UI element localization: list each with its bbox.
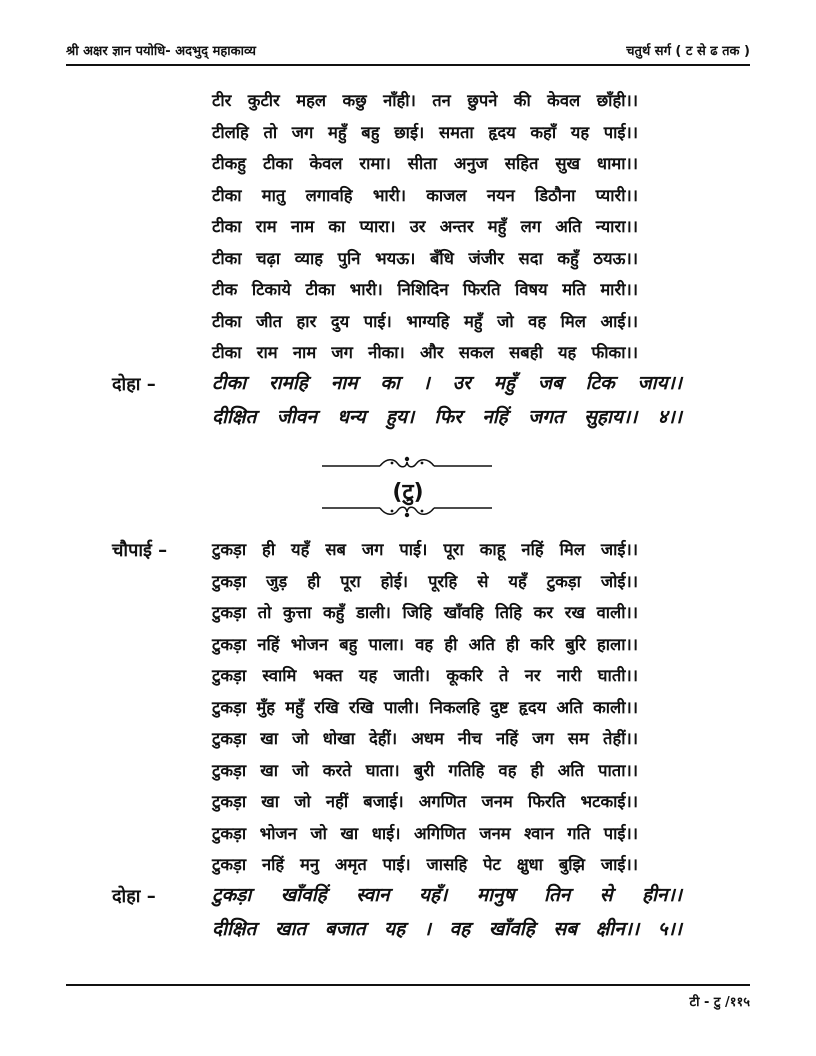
verse-line: टीका राम नाम जग नीका। और सकल सबही यह फीका।। <box>212 343 638 362</box>
verse-line: टीका जीत हार दुय पाई। भाग्यहि महुँ जो वह मिल आई।। <box>212 311 638 331</box>
page-reference: टी - टु /११५ <box>689 995 750 1010</box>
doha-line: टुकड़ा खाँवहिं स्वान यहँ। मानुष तिन से हीन।। <box>212 884 682 906</box>
verse-line: टुकड़ा खा जो नहीं बजाई। अगणित जनम फिरति भटकाई।। <box>212 792 638 811</box>
verse-line: टुकड़ा खा जो करते घाता। बुरी गतिहि वह ही अति पाता।। <box>212 760 638 780</box>
verse-line: टीर कुटीर महल कछु नाँही। तन छुपने की केवल छाँही।। <box>212 91 638 110</box>
verse-line: टीका राम नाम का प्यारा। उर अन्तर महुँ लग अति न्यारा।। <box>212 217 638 236</box>
verse-line: टुकड़ा ही यहँ सब जग पाई। पूरा काहू नहिं मिल जाई।। <box>212 540 638 559</box>
verse-line: टीक टिकाये टीका भारी। निशिदिन फिरति विषय मति मारी।। <box>212 280 638 299</box>
book-title: श्री अक्षर ज्ञान पयोधि- अदभुद् महाकाव्य <box>66 44 256 59</box>
verse-line: टुकड़ा भोजन जो खा धाई। अगिणित जनम श्वान गति पाई।। <box>212 823 638 843</box>
verse-block-2 <box>212 534 638 881</box>
verse-line: टीका चढ़ा व्याह पुनि भयऊ। बँधि जंजीर सदा कहुँ ठयऊ।। <box>212 248 638 268</box>
verse-line: टुकड़ा स्वामि भक्त यह जाती। कूकरि ते नर नारी घाती।। <box>212 666 638 685</box>
doha-line: दीक्षित जीवन धन्य हुय। फिर नहिं जगत सुहाय।। ४।। <box>212 406 682 428</box>
verse-block-1 <box>212 85 638 369</box>
chapter-title: चतुर्थ सर्ग ( ट से ढ तक ) <box>626 44 750 59</box>
doha-line: टीका रामहि नाम का । उर महुँ जब टिक जाय।। <box>212 372 682 394</box>
verse-line: टीका मातु लगावहि भारी। काजल नयन डिठौना प्यारी।। <box>212 185 638 205</box>
doha-label: दोहा – <box>112 886 156 907</box>
footer-divider <box>66 984 750 986</box>
verse-line: टुकड़ा मुँह महुँ रखि रखि पाली। निकलहि दुष्ट हृदय अति काली।। <box>212 697 638 717</box>
ornament-divider-top-icon <box>322 454 492 472</box>
verse-line: टुकड़ा खा जो धोखा देहीं। अधम नीच नहिं जग सम तेहीं।। <box>212 729 638 748</box>
doha-block-2 <box>212 878 682 946</box>
section-marker: (टु) <box>392 480 424 505</box>
doha-label: दोहा – <box>112 374 156 395</box>
verse-line: टुकड़ा नहिं भोजन बहु पाला। वह ही अति ही करि बुरि हाला।। <box>212 634 638 654</box>
verse-line: टुकड़ा जुड़ ही पूरा होई। पूरहि से यहँ टुकड़ा जोई।। <box>212 571 638 591</box>
chaupai-label: चौपाई – <box>112 540 168 561</box>
header-divider <box>66 64 750 66</box>
doha-line: दीक्षित खात बजात यह । वह खाँवहि सब क्षीन।। ५।। <box>212 918 682 940</box>
verse-line: टीलहि तो जग महुँ बहु छाई। समता हृदय कहाँ यह पाई।। <box>212 122 638 142</box>
verse-line: टीकहु टीका केवल रामा। सीता अनुज सहित सुख धामा।। <box>212 154 638 173</box>
doha-block-1 <box>212 366 682 434</box>
verse-line: टुकड़ा नहिं मनु अमृत पाई। जासहि पेट क्षुधा बुझि जाई।। <box>212 855 638 874</box>
ornament-divider-bottom-icon <box>322 500 492 520</box>
verse-line: टुकड़ा तो कुत्ता कहुँ डाली। जिहि खाँवहि तिहि कर रख वाली।। <box>212 603 638 622</box>
